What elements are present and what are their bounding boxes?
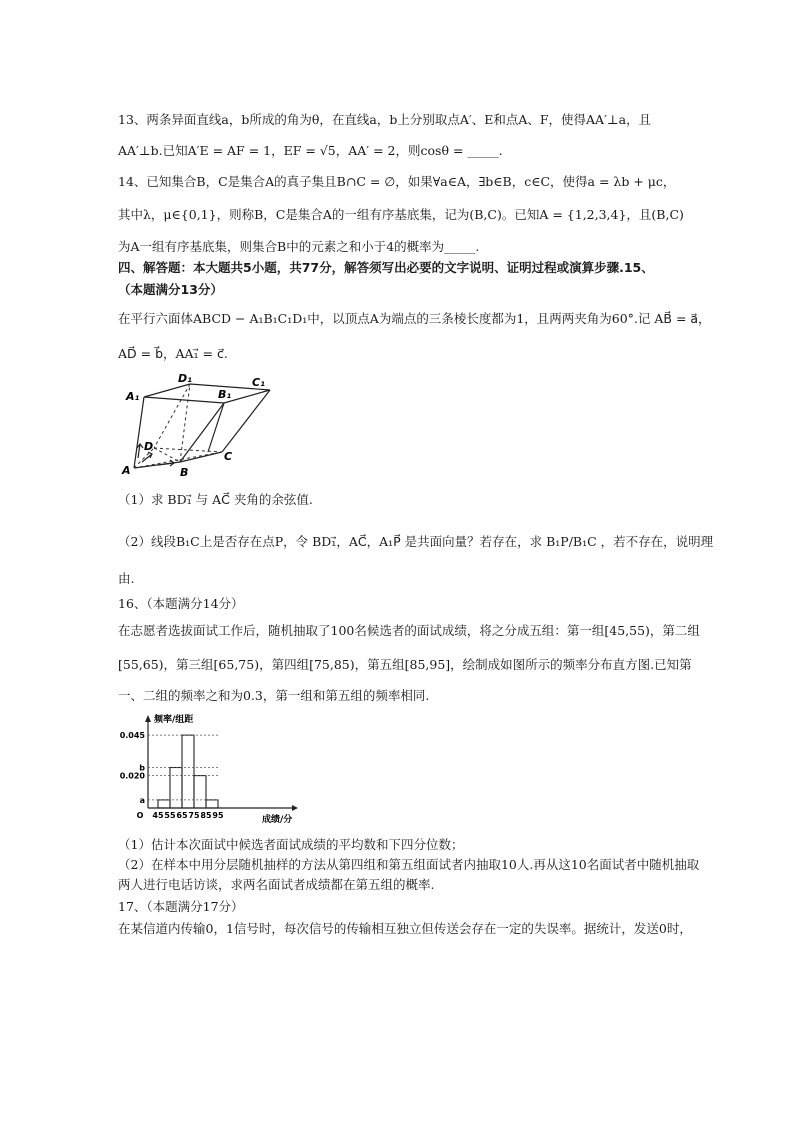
x-axis-label: 成绩/分 bbox=[262, 815, 293, 824]
q16-line2: [55,65)，第三组[65,75)，第四组[75,85)，第五组[85,95]，绘制成如图所示的频率分布直方图.已知第 bbox=[118, 657, 692, 672]
q16-part1: （1）估计本次面试中候选者面试成绩的平均数和下四分位数； bbox=[118, 837, 464, 852]
q15-part2: （2）线段B₁C上是否存在点P，令 BD₁⃗，AC⃗，A₁P⃗ 是共面向量？若存在，求 B₁P/B₁C ，若不存在，说明理 bbox=[118, 534, 714, 549]
q16-line3: 一、二组的频率之和为0.3，第一组和第五组的频率相同. bbox=[118, 688, 430, 703]
q14-line1: 14、已知集合B，C是集合A的真子集且B∩C = ∅，如果∀a∈A，∃b∈B，c∈C，使得a = λb + μc， bbox=[118, 174, 676, 189]
q14-line2: 其中λ，μ∈{0,1}，则称B，C是集合A的一组有序基底集，记为(B,C)。已知A = {1,2,3,4}，且(B,C) bbox=[118, 207, 684, 222]
q16-part2-line1: （2）在样本中用分层随机抽样的方法从第四组和第五组面试者内抽取10人.再从这10名面试者中随机抽取 bbox=[118, 857, 700, 872]
label-D: D bbox=[144, 440, 154, 453]
label-D1: D₁ bbox=[178, 372, 192, 385]
x-tick-label: 45 bbox=[152, 811, 164, 820]
label-A1: A₁ bbox=[126, 390, 140, 403]
label-C1: C₁ bbox=[252, 376, 265, 389]
histogram-bar-5 bbox=[206, 800, 218, 808]
histogram-figure bbox=[112, 712, 302, 827]
x-tick-label: 95 bbox=[212, 811, 224, 820]
section4-heading-2: （本题满分13分） bbox=[118, 282, 223, 297]
section4-heading: 四、解答题：本大题共5小题，共77分，解答须写出必要的文字说明、证明过程或演算步骤.15、 bbox=[118, 260, 654, 275]
q16-line1: 在志愿者选拔面试工作后，随机抽取了100名候选者的面试成绩，将之分成五组：第一组[45,55)，第二组 bbox=[118, 623, 700, 638]
y-axis-label: 频率/组距 bbox=[154, 715, 194, 725]
q17-line1: 在某信道内传输0，1信号时，每次信号的传输相互独立但传送会存在一定的失误率。据统计，发送0时， bbox=[118, 921, 692, 936]
q15-line2: AD⃗ = b⃗，AA₁⃗ = c⃗. bbox=[118, 346, 228, 361]
q13-line1: 13、两条异面直线a，b所成的角为θ，在直线a，b上分别取点A′、E和点A、F，使得AA′⊥a，且 bbox=[118, 112, 652, 127]
x-tick-label: 85 bbox=[200, 811, 212, 820]
x-axis-arrow bbox=[292, 805, 298, 811]
label-A: A bbox=[122, 464, 131, 477]
histogram-bar-2 bbox=[170, 768, 182, 808]
y-tick-label: 0.020 bbox=[119, 771, 145, 781]
q16-header: 16、（本题满分14分） bbox=[118, 596, 244, 611]
x-tick-label: 65 bbox=[176, 811, 188, 820]
q16-part2-line2: 两人进行电话访谈，求两名面试者成绩都在第五组的概率. bbox=[118, 877, 435, 892]
q14-line3: 为A一组有序基底集，则集合B中的元素之和小于4的概率为_____. bbox=[118, 239, 480, 254]
q13-line2: AA′⊥b.已知A′E = AF = 1，EF = √5，AA′ = 2，则cosθ = _____. bbox=[118, 143, 503, 158]
label-B: B bbox=[180, 466, 189, 479]
frequency-histogram bbox=[112, 712, 302, 824]
q15-part1: （1）求 BD₁⃗ 与 AC⃗ 夹角的余弦值. bbox=[118, 492, 313, 507]
y-tick-label: a bbox=[139, 795, 145, 805]
y-axis-arrow bbox=[145, 715, 151, 722]
y-tick-label: b bbox=[139, 763, 145, 773]
histogram-bar-4 bbox=[194, 776, 206, 808]
q15-line1: 在平行六面体ABCD − A₁B₁C₁D₁中，以顶点A为端点的三条棱长度都为1，且两两夹角为60°.记 AB⃗ = a⃗， bbox=[118, 311, 711, 326]
histogram-bar-3 bbox=[182, 735, 194, 808]
x-tick-label: 55 bbox=[164, 811, 176, 820]
histogram-bar-1 bbox=[158, 800, 170, 808]
label-B1: B₁ bbox=[218, 388, 232, 401]
y-tick-label: 0.045 bbox=[119, 731, 145, 741]
label-C: C bbox=[224, 450, 233, 463]
parallelepiped-figure bbox=[118, 370, 278, 483]
x-tick-label: 75 bbox=[188, 811, 200, 820]
q15-part2-end: 由. bbox=[118, 571, 135, 586]
q17-header: 17、（本题满分17分） bbox=[118, 899, 244, 914]
x-tick-label: O bbox=[136, 811, 144, 820]
